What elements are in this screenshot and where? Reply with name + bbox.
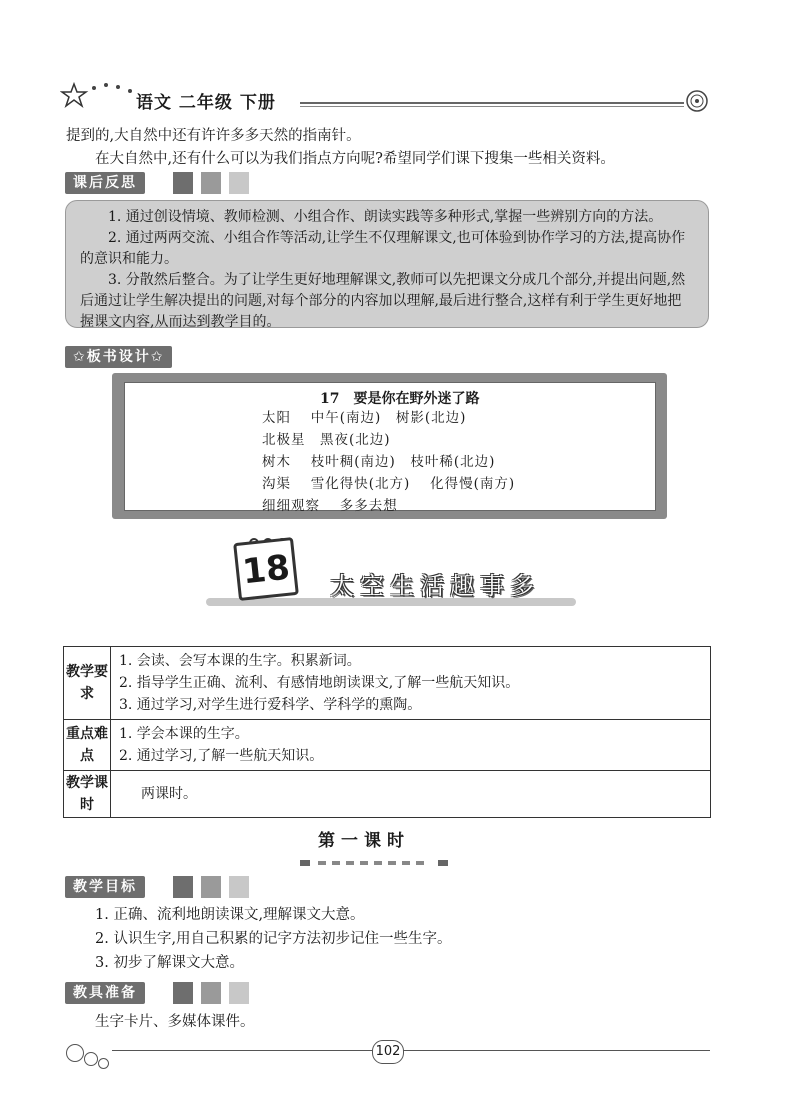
row-line: 2. 通过学习,了解一些航天知识。 bbox=[119, 748, 324, 764]
label-square bbox=[229, 172, 249, 194]
goal-item: 1. 正确、流利地朗读课文,理解课文大意。 bbox=[95, 907, 365, 923]
label-square bbox=[173, 172, 193, 194]
page-number: 102 bbox=[372, 1040, 404, 1064]
intro-line-1: 提到的,大自然中还有许许多多天然的指南针。 bbox=[66, 128, 361, 144]
period-title: 第一课时 bbox=[318, 831, 410, 851]
row-line: 2. 指导学生正确、流利、有感情地朗读课文,了解一些航天知识。 bbox=[119, 675, 520, 691]
label-square bbox=[201, 172, 221, 194]
board-title: 17 要是你在野外迷了路 bbox=[320, 391, 480, 407]
prep-text: 生字卡片、多媒体课件。 bbox=[95, 1014, 255, 1030]
objectives-table bbox=[63, 646, 711, 818]
table-row bbox=[64, 720, 711, 771]
reflection-item: 3. 分散然后整合。为了让学生更好地理解课文,教师可以先把课文分成几个部分,并提出问题,然后通过让学生解决提出的问题,对每个部分的内容加以理解,最后进行整合,这样有利于学生更好地把握课文内容,从而达到教学目的。 bbox=[80, 272, 686, 330]
row-line: 1. 学会本课的生字。 bbox=[119, 726, 249, 742]
footer-bubble-icon bbox=[98, 1058, 109, 1069]
row-head: 重点难点 bbox=[64, 720, 111, 771]
board-label-text: 板书设计 bbox=[86, 349, 151, 365]
star-icon: ✩ bbox=[73, 349, 87, 365]
row-content bbox=[111, 647, 711, 720]
header-spiral-icon bbox=[684, 88, 710, 118]
footer-rule bbox=[112, 1050, 710, 1051]
reflection-box bbox=[65, 200, 709, 328]
goal-item: 3. 初步了解课文大意。 bbox=[95, 955, 244, 971]
footer-bubble-icon bbox=[66, 1044, 84, 1062]
table-row bbox=[64, 647, 711, 720]
goals-label: 教学目标 bbox=[65, 876, 145, 898]
reflection-item: 2. 通过两两交流、小组合作等活动,让学生不仅理解课文,也可体验到协作学习的方法,提高协作的意识和能力。 bbox=[80, 230, 686, 267]
row-line: 1. 会读、会写本课的生字。积累新词。 bbox=[119, 653, 361, 669]
lesson-title: 太空生活趣事多 bbox=[330, 572, 540, 600]
label-square bbox=[173, 876, 193, 898]
footer-bubble-icon bbox=[84, 1052, 98, 1066]
label-square bbox=[201, 982, 221, 1004]
board-label bbox=[65, 346, 172, 368]
table-row bbox=[64, 771, 711, 818]
board-line: 北极星 黑夜(北边) bbox=[262, 432, 391, 448]
board-line: 太阳 中午(南边) 树影(北边) bbox=[262, 410, 467, 426]
board-line: 细细观察 多多去想 bbox=[262, 498, 398, 514]
reflection-label: 课后反思 bbox=[65, 172, 145, 194]
reflection-item: 1. 通过创设情境、教师检测、小组合作、朗读实践等多种形式,掌握一些辨别方向的方法。 bbox=[108, 209, 663, 225]
star-icon bbox=[60, 78, 140, 112]
row-content bbox=[111, 771, 711, 818]
row-line: 3. 通过学习,对学生进行爱科学、学科学的熏陶。 bbox=[119, 697, 422, 713]
row-line: 两课时。 bbox=[141, 786, 197, 802]
label-square bbox=[229, 982, 249, 1004]
row-content bbox=[111, 720, 711, 771]
label-square bbox=[173, 982, 193, 1004]
row-head: 教学课时 bbox=[64, 771, 111, 818]
label-square bbox=[201, 876, 221, 898]
intro-line-2: 在大自然中,还有什么可以为我们指点方向呢?希望同学们课下搜集一些相关资料。 bbox=[95, 151, 615, 167]
period-dash-decoration bbox=[300, 852, 450, 858]
prep-label: 教具准备 bbox=[65, 982, 145, 1004]
label-square bbox=[229, 876, 249, 898]
board-line: 沟渠 雪化得快(北方) 化得慢(南方) bbox=[262, 476, 516, 492]
star-icon: ✩ bbox=[150, 349, 165, 365]
lesson-number: 18 bbox=[233, 537, 299, 601]
board-line: 树木 枝叶稠(南边) 枝叶稀(北边) bbox=[262, 454, 496, 470]
header-title: 语文 二年级 下册 bbox=[136, 93, 276, 113]
row-head: 教学要求 bbox=[64, 647, 111, 720]
header-rule bbox=[300, 102, 684, 104]
header-rule-thin bbox=[300, 106, 684, 107]
header-stars bbox=[60, 78, 140, 112]
goal-item: 2. 认识生字,用自己积累的记字方法初步记住一些生字。 bbox=[95, 931, 452, 947]
